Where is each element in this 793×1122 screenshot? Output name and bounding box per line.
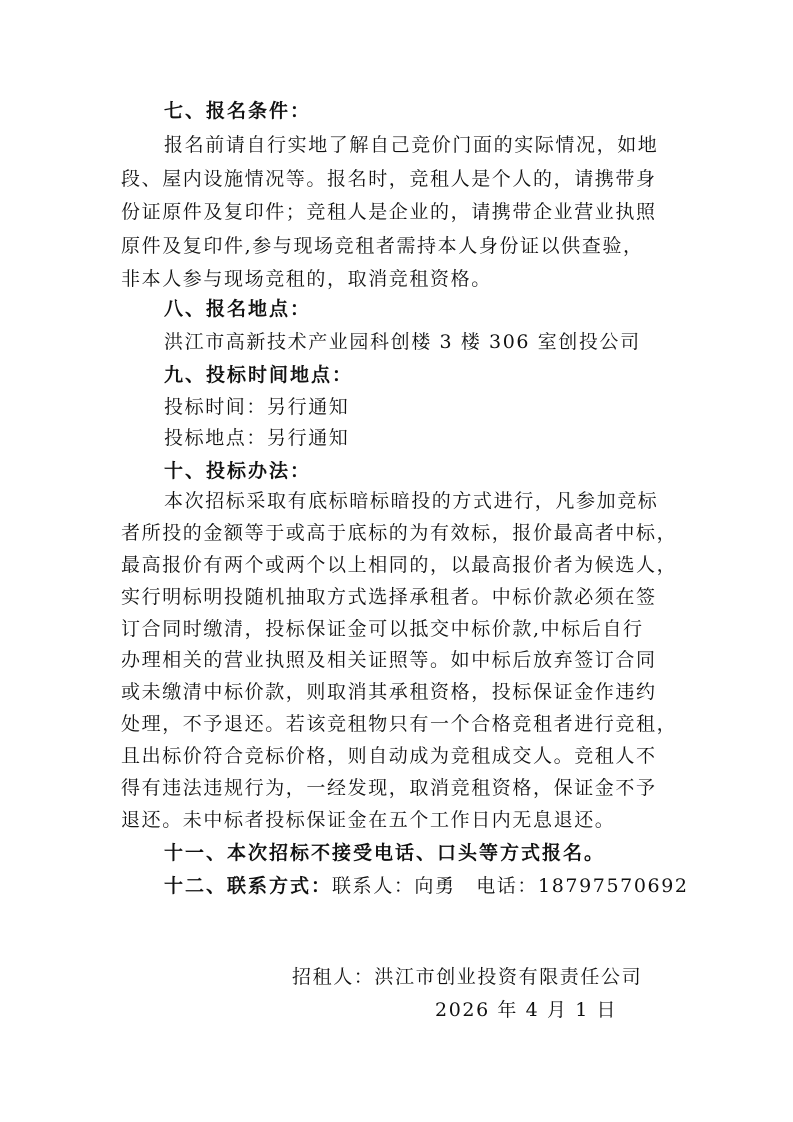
section10-line-2: 者所投的金额等于或高于底标的为有效标，报价最高者中标， xyxy=(121,522,678,544)
section10-line-1: 本次招标采取有底标暗标暗投的方式进行，凡参加竞标 xyxy=(164,490,659,512)
section10-heading: 十、投标办法： xyxy=(164,460,312,482)
section9-line-1: 投标时间：另行通知 xyxy=(164,396,350,418)
section7-line-3: 份证原件及复印件；竞租人是企业的，请携带企业营业执照 xyxy=(121,201,657,223)
issuer-signature: 招租人：洪江市创业投资有限责任公司 xyxy=(292,966,643,988)
section7-line-4: 原件及复印件,参与现场竞租者需持本人身份证以供查验， xyxy=(121,235,644,257)
section8-line-1: 洪江市高新技术产业园科创楼 3 楼 306 室创投公司 xyxy=(164,331,641,353)
section10-line-4: 实行明标明投随机抽取方式选择承租者。中标价款必须在签 xyxy=(121,586,657,608)
section10-line-6: 办理相关的营业执照及相关证照等。如中标后放弃签订合同 xyxy=(121,649,657,671)
section10-line-5: 订合同时缴清，投标保证金可以抵交中标价款,中标后自行 xyxy=(121,618,644,640)
section7-heading: 七、报名条件： xyxy=(164,100,312,122)
section9-line-2: 投标地点：另行通知 xyxy=(164,427,350,449)
section12-heading: 十二、联系方式： xyxy=(164,875,333,897)
contact-info: 联系人：向勇 电话：18797570692 xyxy=(332,875,689,897)
section10-line-9: 且出标价符合竞标价格，则自动成为竞租成交人。竞租人不 xyxy=(121,745,657,767)
section10-line-7: 或未缴清中标价款，则取消其承租资格，投标保证金作违约 xyxy=(121,681,657,703)
section7-line-1: 报名前请自行实地了解自己竞价门面的实际情况，如地 xyxy=(164,134,659,156)
section10-line-10: 得有违法违规行为，一经发现，取消竞租资格，保证金不予 xyxy=(121,777,657,799)
section10-line-3: 最高报价有两个或两个以上相同的，以最高报价者为候选人， xyxy=(121,554,678,576)
section12-line xyxy=(164,874,689,898)
section11-heading: 十一、本次招标不接受电话、口头等方式报名。 xyxy=(164,842,606,864)
section7-line-5: 非本人参与现场竞租的，取消竞租资格。 xyxy=(121,268,492,290)
section7-line-2: 段、屋内设施情况等。报名时，竞租人是个人的，请携带身 xyxy=(121,168,657,190)
section10-line-8: 处理，不予退还。若该竞租物只有一个合格竞租者进行竞租， xyxy=(121,713,678,735)
section8-heading: 八、报名地点： xyxy=(164,298,312,320)
issue-date: 2026 年 4 月 1 日 xyxy=(435,999,618,1021)
section10-line-11: 退还。未中标者投标保证金在五个工作日内无息退还。 xyxy=(121,809,616,831)
section9-heading: 九、投标时间地点： xyxy=(164,364,354,386)
